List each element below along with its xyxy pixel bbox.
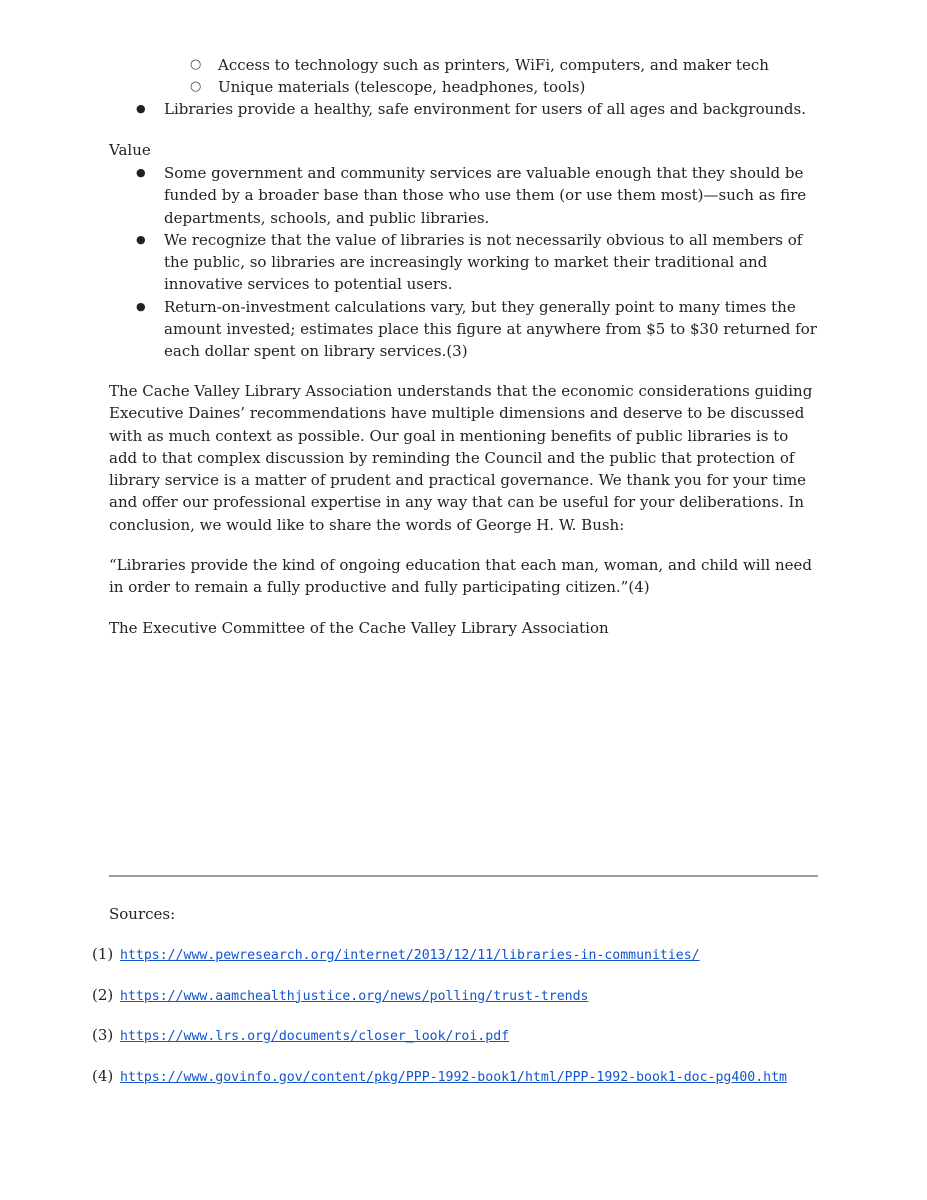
quote-paragraph: “Libraries provide the kind of ongoing education that each man, woman, and child will need in order to remain a fully productive and fully participating citizen.”(4) (109, 556, 812, 597)
source-item (92, 943, 787, 984)
value-bullet-list (136, 162, 826, 363)
list-item-text: Unique materials (telescope, headphones, tools) (218, 78, 586, 96)
hollow-circle-bullet-icon: ○ (190, 79, 202, 94)
filled-circle-bullet-icon: ● (136, 299, 146, 313)
technology-sub-list (190, 54, 769, 98)
source-number: (3) (92, 1026, 114, 1044)
source-link[interactable]: https://www.govinfo.gov/content/pkg/PPP-1992-book1/html/PPP-1992-book1-doc-pg400.htm (120, 1069, 787, 1085)
list-item-text: Some government and community services are valuable enough that they should be funded by a broader base than those who use them (or use them most)—such as fire departments, schools, and public libraries. (164, 164, 807, 227)
list-item (136, 98, 826, 120)
filled-circle-bullet-icon: ● (136, 232, 146, 246)
source-link[interactable]: https://www.aamchealthjustice.org/news/polling/trust-trends (120, 988, 589, 1004)
benefits-bullet-list (136, 98, 826, 120)
list-item (190, 76, 769, 98)
source-item (92, 984, 787, 1025)
source-item (92, 1024, 787, 1065)
list-item-text: We recognize that the value of libraries is not necessarily obvious to all members of the public, so libraries are increasingly working to market their traditional and innovative services to potential users. (164, 230, 803, 294)
source-link[interactable]: https://www.pewresearch.org/internet/2013/12/11/libraries-in-communities/ (120, 948, 700, 963)
filled-circle-bullet-icon: ● (136, 102, 146, 115)
list-item-text: Return-on-investment calculations vary, but they generally point to many times the amount invested; estimates place this figure at anywhere from $5 to $30 returned for each dollar spent on library services.(3) (164, 297, 817, 361)
hollow-circle-bullet-icon: ○ (190, 57, 202, 72)
source-number: (4) (92, 1066, 114, 1085)
filled-circle-bullet-icon: ● (136, 166, 146, 179)
value-heading: Value (109, 141, 151, 159)
conclusion-paragraph: The Cache Valley Library Association understands that the economic considerations guiding Executive Daines’ recommendations have multiple dimensions and deserve to be discussed with as much context as possible. Our goal in mentioning benefits of public libraries is to add to that complex discussion by reminding the Council and the public that protection of library service is a matter of prudent and practical governance. We thank you for your time and offer our professional expertise in any way that can be useful for your deliberations. In conclusion, we would like to share the words of George H. W. Bush: (109, 382, 813, 534)
list-item-text: Access to technology such as printers, WiFi, computers, and maker tech (218, 56, 769, 74)
source-number: (1) (92, 945, 114, 963)
list-item (136, 296, 826, 363)
sources-heading: Sources: (109, 905, 176, 923)
list-item (190, 54, 769, 76)
source-item (92, 1065, 787, 1106)
signature-line: The Executive Committee of the Cache Valley Library Association (109, 619, 609, 637)
list-item (136, 162, 826, 229)
footnote-divider (109, 875, 818, 877)
list-item-text: Libraries provide a healthy, safe environment for users of all ages and backgrounds. (164, 100, 807, 118)
list-item (136, 229, 826, 296)
source-number: (2) (92, 985, 114, 1004)
sources-list (92, 943, 787, 1105)
source-link[interactable]: https://www.lrs.org/documents/closer_look/roi.pdf (120, 1029, 510, 1044)
